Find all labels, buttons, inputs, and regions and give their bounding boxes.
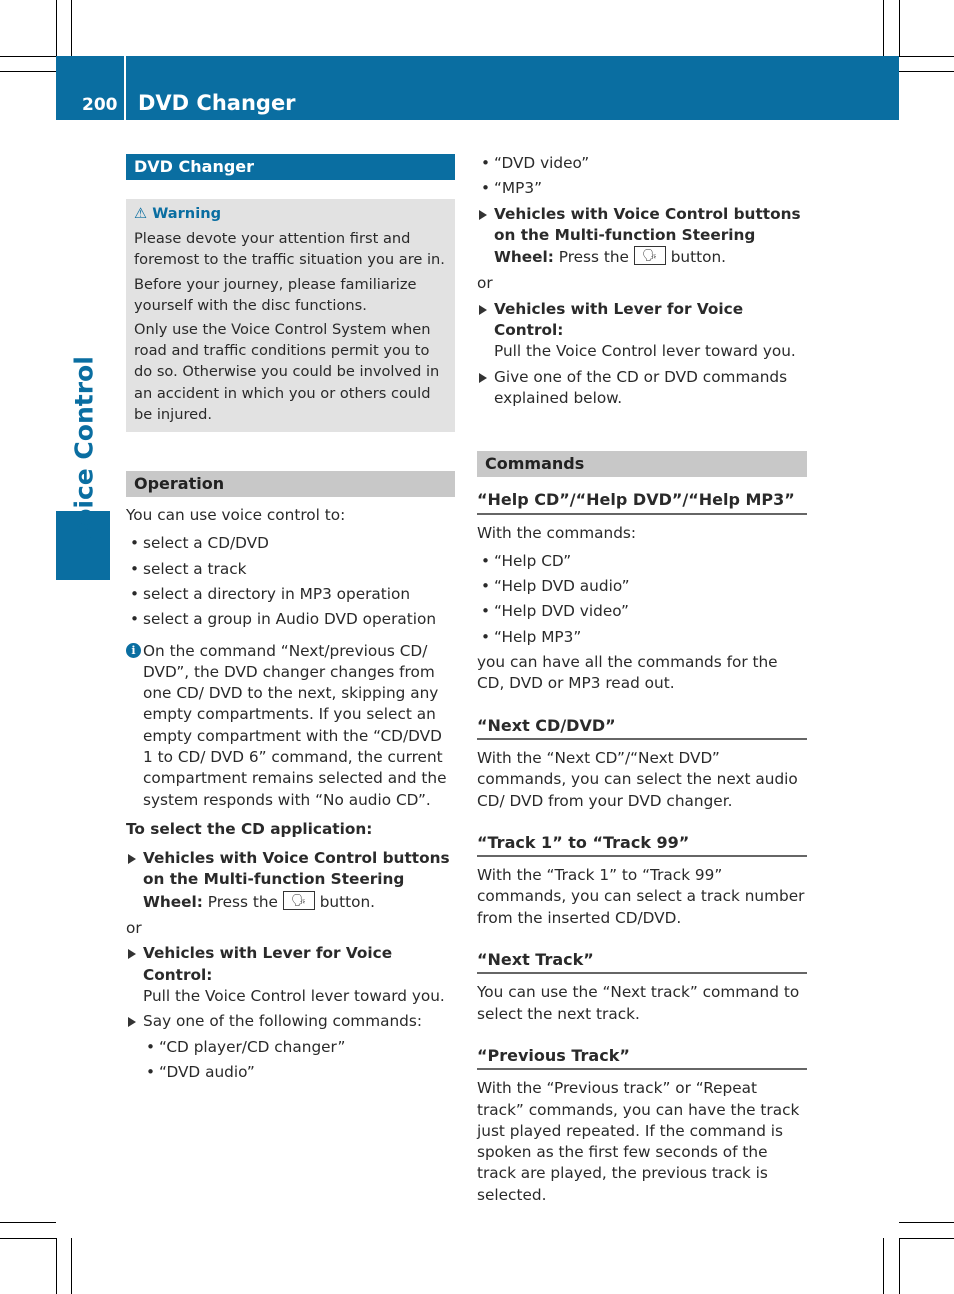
crop-mark: [899, 1238, 954, 1239]
next-track-heading: “Next Track”: [477, 949, 807, 974]
list-item: • select a CD/DVD: [126, 533, 455, 554]
arrow-icon: [479, 373, 487, 383]
crop-mark: [899, 71, 954, 72]
step-item: Vehicles with Voice Control buttons on the Multi-function Steering Wheel: Press the 🗣 button.: [477, 204, 807, 269]
or-text: or: [477, 274, 493, 293]
arrow-icon: [479, 210, 487, 220]
crop-mark: [0, 1222, 56, 1223]
info-icon: i: [126, 643, 141, 658]
select-heading: To select the CD application:: [126, 819, 373, 838]
list-item: • “Help CD”: [477, 551, 807, 572]
list-item: • “CD player/CD changer”: [126, 1037, 455, 1058]
arrow-icon: [479, 305, 487, 315]
help-outro: you can have all the commands for the CD, DVD or MP3 read out.: [477, 653, 778, 693]
step-item: Vehicles with Lever for Voice Control: Pull the Voice Control lever toward you.: [477, 299, 807, 363]
commands-heading: Commands: [477, 451, 807, 477]
list-item: • “Help DVD video”: [477, 601, 807, 622]
or-text: or: [126, 919, 142, 938]
operation-heading: Operation: [126, 471, 455, 497]
crop-mark: [71, 0, 72, 56]
arrow-icon: [128, 854, 136, 864]
voice-button-icon: [283, 891, 315, 910]
side-tab-label: Voice Control: [69, 356, 99, 544]
operation-intro: You can use voice control to:: [126, 506, 346, 525]
right-column: [477, 153, 807, 1206]
step-item: Give one of the CD or DVD commands explained below.: [477, 367, 807, 410]
crop-mark: [899, 1222, 954, 1223]
voice-button-icon: [634, 246, 666, 265]
crop-mark: [0, 71, 56, 72]
previous-track-heading: “Previous Track”: [477, 1045, 807, 1070]
help-heading: “Help CD”/“Help DVD”/“Help MP3”: [477, 489, 807, 514]
step-item: Say one of the following commands:: [126, 1011, 455, 1032]
step-item: Vehicles with Lever for Voice Control: Pull the Voice Control lever toward you.: [126, 943, 455, 1007]
track-text: With the “Track 1” to “Track 99” commands, you can select a track number from the inserted CD/DVD.: [477, 866, 805, 927]
warning-paragraph: Only use the Voice Control System when road and traffic conditions permit you to do so. Otherwise you could be involved in an accident in which you or others could be injured.: [134, 321, 440, 423]
section-title: DVD Changer: [126, 154, 455, 180]
arrow-icon: [128, 949, 136, 959]
warning-paragraph: Please devote your attention first and foremost to the traffic situation you are in.: [134, 230, 445, 269]
crop-mark: [0, 1238, 56, 1239]
list-item: • select a group in Audio DVD operation: [126, 609, 455, 630]
crop-mark: [71, 1238, 72, 1294]
page-number: 200: [82, 95, 118, 115]
crop-mark: [899, 1238, 900, 1294]
next-track-text: You can use the “Next track” command to select the next track.: [477, 983, 800, 1023]
warning-box: [126, 199, 455, 432]
track-heading: “Track 1” to “Track 99”: [477, 832, 807, 857]
step-item: Vehicles with Voice Control buttons on the Multi-function Steering Wheel: Press the 🗣 button.: [126, 848, 455, 913]
left-column: [126, 154, 455, 1083]
list-item: • “Help MP3”: [477, 627, 807, 648]
list-item: • “DVD audio”: [126, 1062, 455, 1083]
crop-mark: [56, 1238, 57, 1294]
list-item: • select a directory in MP3 operation: [126, 584, 455, 605]
crop-mark: [899, 56, 954, 57]
crop-mark: [0, 56, 56, 57]
next-cd-text: With the “Next CD”/“Next DVD” commands, you can select the next audio CD/ DVD from your DVD changer.: [477, 748, 798, 810]
crop-mark: [883, 0, 884, 56]
info-note: i On the command “Next/previous CD/ DVD”, the DVD changer changes from one CD/ DVD to the next, skipping any empty compartments. If you select an empty compartment with the “CD/DVD 1 to CD/ DVD 6” command, the current compartment remains selected and the system responds with “No audio CD”.: [126, 641, 455, 811]
list-item: • select a track: [126, 559, 455, 580]
page-title: DVD Changer: [138, 91, 296, 115]
previous-track-text: With the “Previous track” or “Repeat track” commands, you can have the track just played repeated. If the command is spoken as the first few seconds of the track are played, the previous track is selected.: [477, 1079, 800, 1204]
list-item: • “Help DVD audio”: [477, 576, 807, 597]
warning-paragraph: Before your journey, please familiarize yourself with the disc functions.: [134, 275, 417, 314]
crop-mark: [899, 0, 900, 56]
warning-heading: ⚠ Warning: [134, 205, 222, 222]
list-item: • “MP3”: [477, 178, 807, 199]
next-cd-heading: “Next CD/DVD”: [477, 715, 807, 740]
help-intro: With the commands:: [477, 523, 637, 542]
crop-mark: [56, 0, 57, 56]
crop-mark: [883, 1238, 884, 1294]
header-divider: [124, 56, 126, 120]
arrow-icon: [128, 1017, 136, 1027]
list-item: • “DVD video”: [477, 153, 807, 174]
warning-triangle-icon: ⚠: [134, 205, 148, 222]
